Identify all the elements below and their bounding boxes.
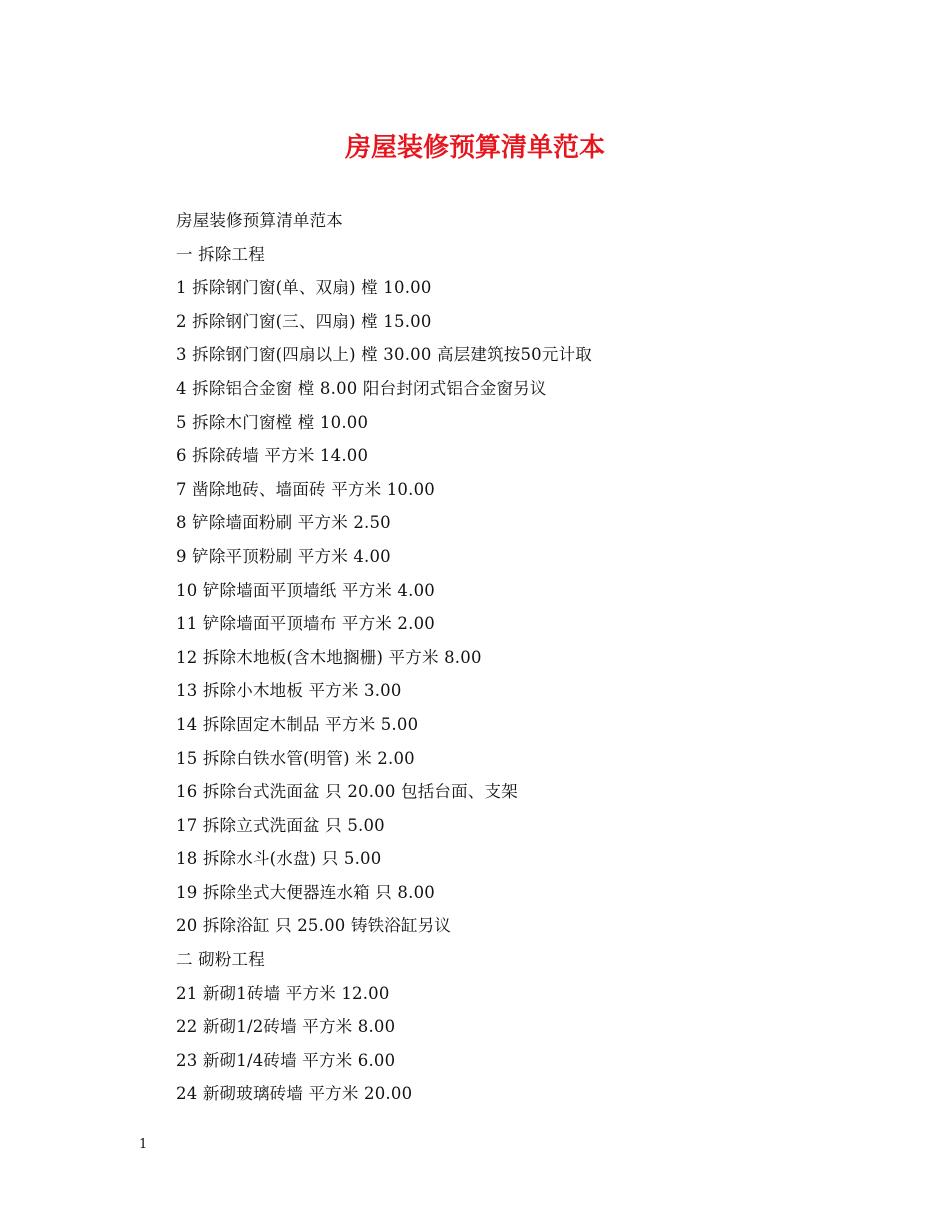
document-line: 21 新砌1砖墙 平方米 12.00: [176, 983, 390, 1003]
document-line: 23 新砌1/4砖墙 平方米 6.00: [176, 1050, 396, 1070]
document-line: 15 拆除白铁水管(明管) 米 2.00: [176, 748, 415, 768]
document-line: 1 拆除钢门窗(单、双扇) 樘 10.00: [176, 278, 432, 298]
document-line: 房屋装修预算清单范本: [176, 211, 343, 230]
document-line: 16 拆除台式洗面盆 只 20.00 包括台面、支架: [176, 782, 518, 802]
document-line: 4 拆除铝合金窗 樘 8.00 阳台封闭式铝合金窗另议: [176, 378, 547, 398]
document-line: 17 拆除立式洗面盆 只 5.00: [176, 815, 385, 835]
document-line: 19 拆除坐式大便器连水箱 只 8.00: [176, 882, 435, 902]
document-line: 9 铲除平顶粉刷 平方米 4.00: [176, 546, 391, 566]
document-line: 8 铲除墙面粉刷 平方米 2.50: [176, 513, 391, 533]
document-line: 22 新砌1/2砖墙 平方米 8.00: [176, 1017, 396, 1037]
document-line: 18 拆除水斗(水盘) 只 5.00: [176, 849, 382, 869]
document-line: 10 铲除墙面平顶墙纸 平方米 4.00: [176, 580, 435, 600]
document-line: 二 砌粉工程: [176, 950, 265, 970]
document-line: 5 拆除木门窗樘 樘 10.00: [176, 412, 369, 432]
document-line: 20 拆除浴缸 只 25.00 铸铁浴缸另议: [176, 916, 452, 936]
document-line: 2 拆除钢门窗(三、四扇) 樘 15.00: [176, 311, 432, 331]
page-number: 1: [139, 1137, 148, 1152]
document-line: 11 铲除墙面平顶墙布 平方米 2.00: [176, 614, 435, 634]
document-line: 14 拆除固定木制品 平方米 5.00: [176, 714, 419, 734]
document-body: [176, 204, 896, 1111]
document-title: 房屋装修预算清单范本: [344, 133, 605, 163]
document-line: 一 拆除工程: [176, 244, 265, 264]
document-line: 3 拆除钢门窗(四扇以上) 樘 30.00 高层建筑按50元计取: [176, 345, 592, 365]
document-line: 13 拆除小木地板 平方米 3.00: [176, 681, 402, 701]
document-line: 12 拆除木地板(含木地搁栅) 平方米 8.00: [176, 647, 482, 667]
document-line: 6 拆除砖墙 平方米 14.00: [176, 446, 369, 466]
document-line: 24 新砌玻璃砖墙 平方米 20.00: [176, 1084, 413, 1104]
document-line: 7 凿除地砖、墙面砖 平方米 10.00: [176, 479, 435, 499]
